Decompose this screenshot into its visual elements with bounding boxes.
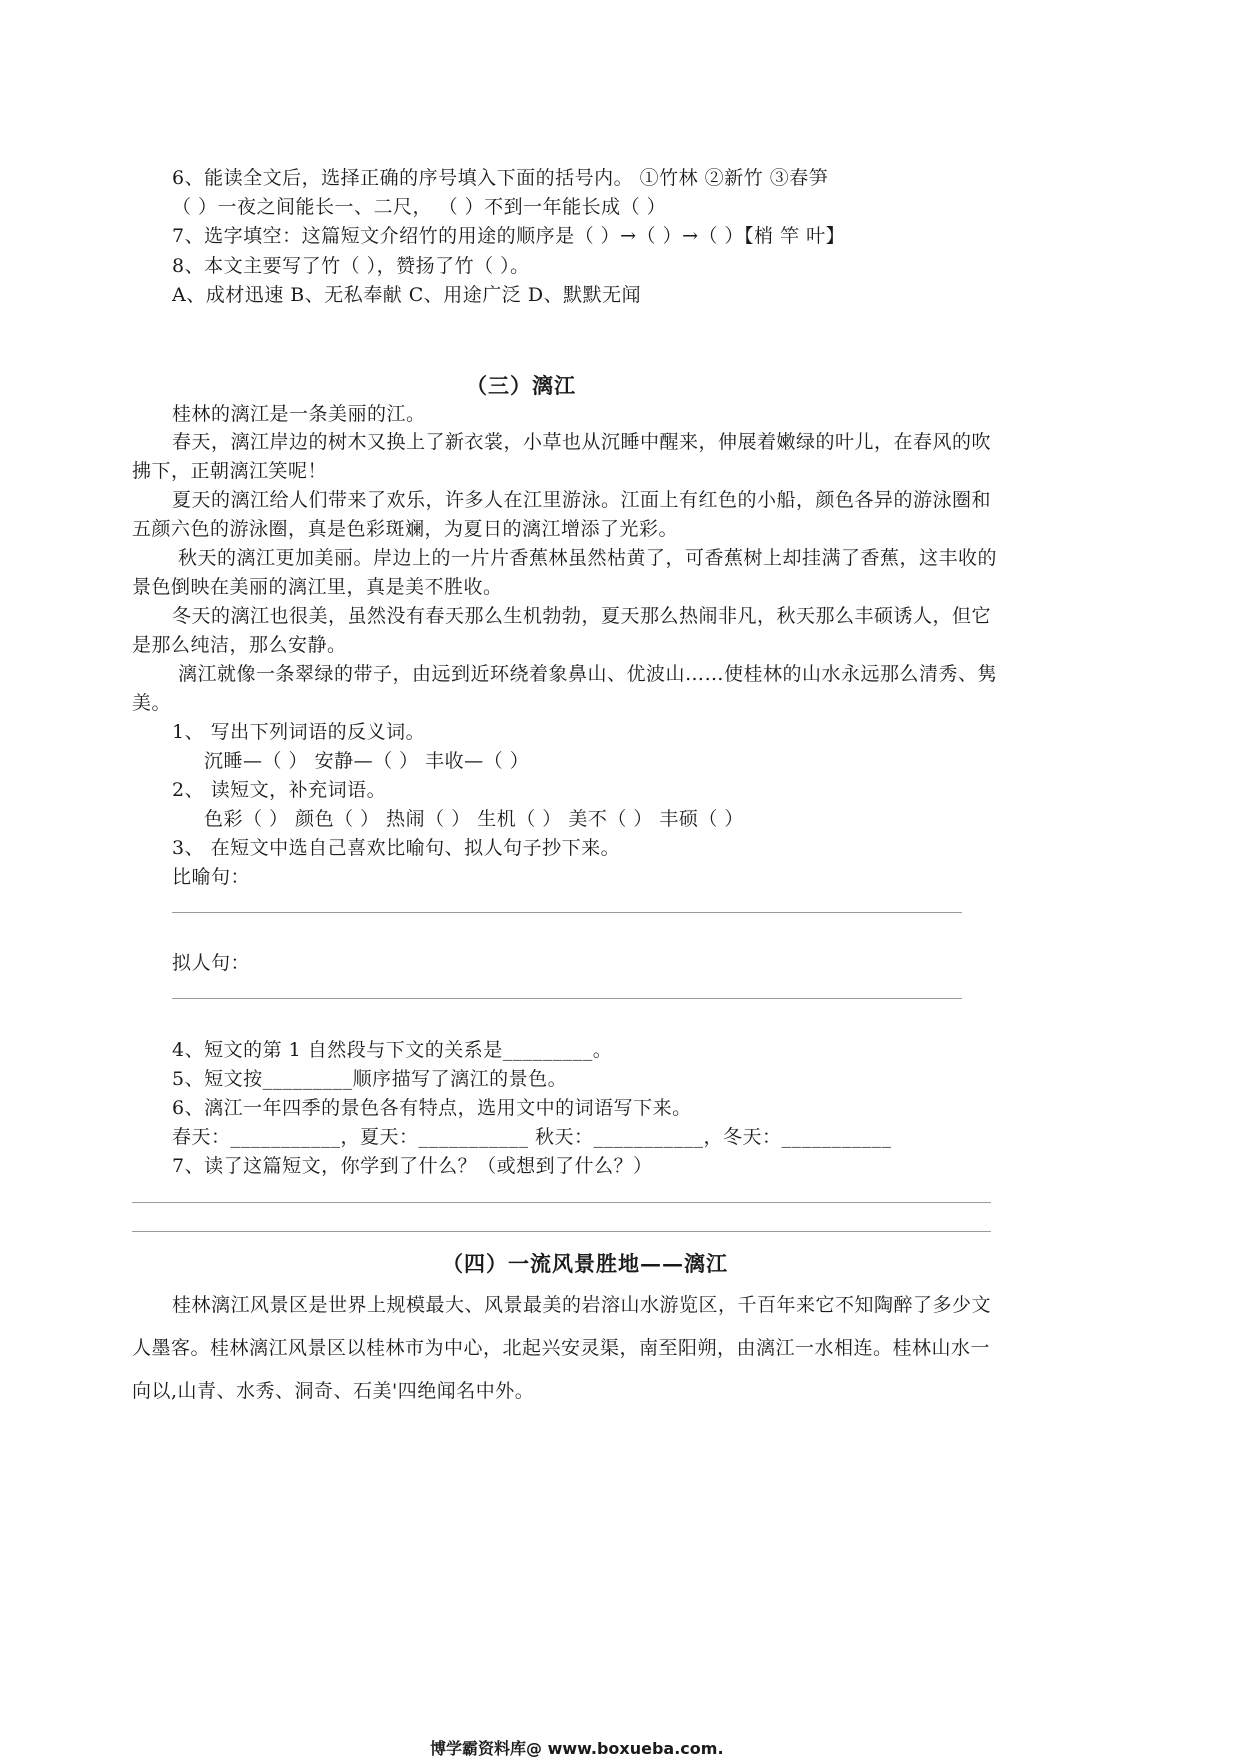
section-3-question-5: 5、短文按_________顺序描写了漓江的景色。 [172, 1068, 568, 1090]
simile-label: 比喻句： [172, 866, 251, 888]
question-8-options: A、成材迅速 B、无私奉献 C、用途广泛 D、默默无闻 [172, 284, 642, 306]
question-7-text: 7、选字填空：这篇短文介绍竹的用途的顺序是（ ）→（ ）→（ ）【梢 竿 叶】 [172, 225, 846, 247]
section-3-question-7: 7、读了这篇短文，你学到了什么？（或想到了什么？） [172, 1155, 653, 1177]
section-3-question-6: 6、漓江一年四季的景色各有特点，选用文中的词语写下来。 [172, 1097, 692, 1119]
section-3-paragraph-6-line-2: 美。 [132, 692, 172, 714]
section-3-paragraph-4-line-2: 景色倒映在美丽的漓江里，真是美不胜收。 [132, 576, 503, 598]
section-4-paragraph-line-2: 人墨客。桂林漓江风景区以桂林市为中心，北起兴安灵渠，南至阳朔，由漓江一水相连。桂林山水一 [132, 1337, 991, 1359]
section-3-paragraph-5-line-1: 冬天的漓江也很美，虽然没有春天那么生机勃勃，夏天那么热闹非凡，秋天那么丰硕诱人，但它 [172, 605, 992, 627]
section-3-question-1-items: 沉睡—（ ） 安静—（ ） 丰收—（ ） [204, 750, 530, 772]
section-3-paragraph-2-line-2: 拂下，正朝漓江笑呢！ [132, 460, 328, 482]
section-3-paragraph-2-line-1: 春天，漓江岸边的树木又换上了新衣裳，小草也从沉睡中醒来，伸展着嫩绿的叶儿，在春风的吹 [172, 431, 992, 453]
question-8-text: 8、本文主要写了竹（ ），赞扬了竹（ ）。 [172, 255, 530, 277]
section-3-paragraph-4-line-1: 秋天的漓江更加美丽。岸边上的一片片香蕉林虽然枯黄了，可香蕉树上却挂满了香蕉，这丰收的 [178, 547, 998, 569]
section-3-question-4: 4、短文的第 1 自然段与下文的关系是_________。 [172, 1039, 613, 1061]
section-3-question-2: 2、 读短文，补充词语。 [172, 779, 387, 801]
simile-answer-line[interactable] [172, 912, 962, 913]
footer-watermark: 博学霸资料库@ www.boxueba.com. [430, 1739, 724, 1758]
question-7-answer-line-1[interactable] [132, 1202, 991, 1203]
section-3-paragraph-3-line-2: 五颜六色的游泳圈，真是色彩斑斓，为夏日的漓江增添了光彩。 [132, 518, 679, 540]
section-3-paragraph-5-line-2: 是那么纯洁，那么安静。 [132, 634, 347, 656]
section-3-question-2-items: 色彩（ ） 颜色（ ） 热闹（ ） 生机（ ） 美不（ ） 丰硕（ ） [204, 808, 744, 830]
personification-label: 拟人句： [172, 952, 251, 974]
section-4-paragraph-line-3: 向以,山青、水秀、洞奇、石美'四绝闻名中外。 [132, 1380, 535, 1402]
personification-answer-line[interactable] [172, 998, 962, 999]
section-3-paragraph-1: 桂林的漓江是一条美丽的江。 [172, 403, 426, 425]
section-4-title: （四）一流风景胜地——漓江 [442, 1251, 728, 1276]
section-3-question-3: 3、 在短文中选自己喜欢比喻句、拟人句子抄下来。 [172, 837, 621, 859]
section-3-question-6-seasons: 春天：___________，夏天：___________ 秋天：___________，冬天：___________ [172, 1126, 892, 1148]
section-3-paragraph-6-line-1: 漓江就像一条翠绿的带子，由远到近环绕着象鼻山、优波山……使桂林的山水永远那么清秀、隽 [178, 663, 998, 685]
question-7-answer-line-2[interactable] [132, 1231, 991, 1232]
section-3-title: （三）漓江 [466, 373, 576, 398]
section-3-question-1: 1、 写出下列词语的反义词。 [172, 721, 426, 743]
question-6-text: 6、能读全文后，选择正确的序号填入下面的括号内。 ①竹林 ②新竹 ③春笋 [172, 167, 829, 189]
section-4-paragraph-line-1: 桂林漓江风景区是世界上规模最大、风景最美的岩溶山水游览区，千百年来它不知陶醉了多少文 [172, 1294, 992, 1316]
question-6-blanks: （ ）一夜之间能长一、二尺， （ ）不到一年能长成（ ） [172, 196, 667, 218]
section-3-paragraph-3-line-1: 夏天的漓江给人们带来了欢乐，许多人在江里游泳。江面上有红色的小船，颜色各异的游泳圈和 [172, 489, 992, 511]
